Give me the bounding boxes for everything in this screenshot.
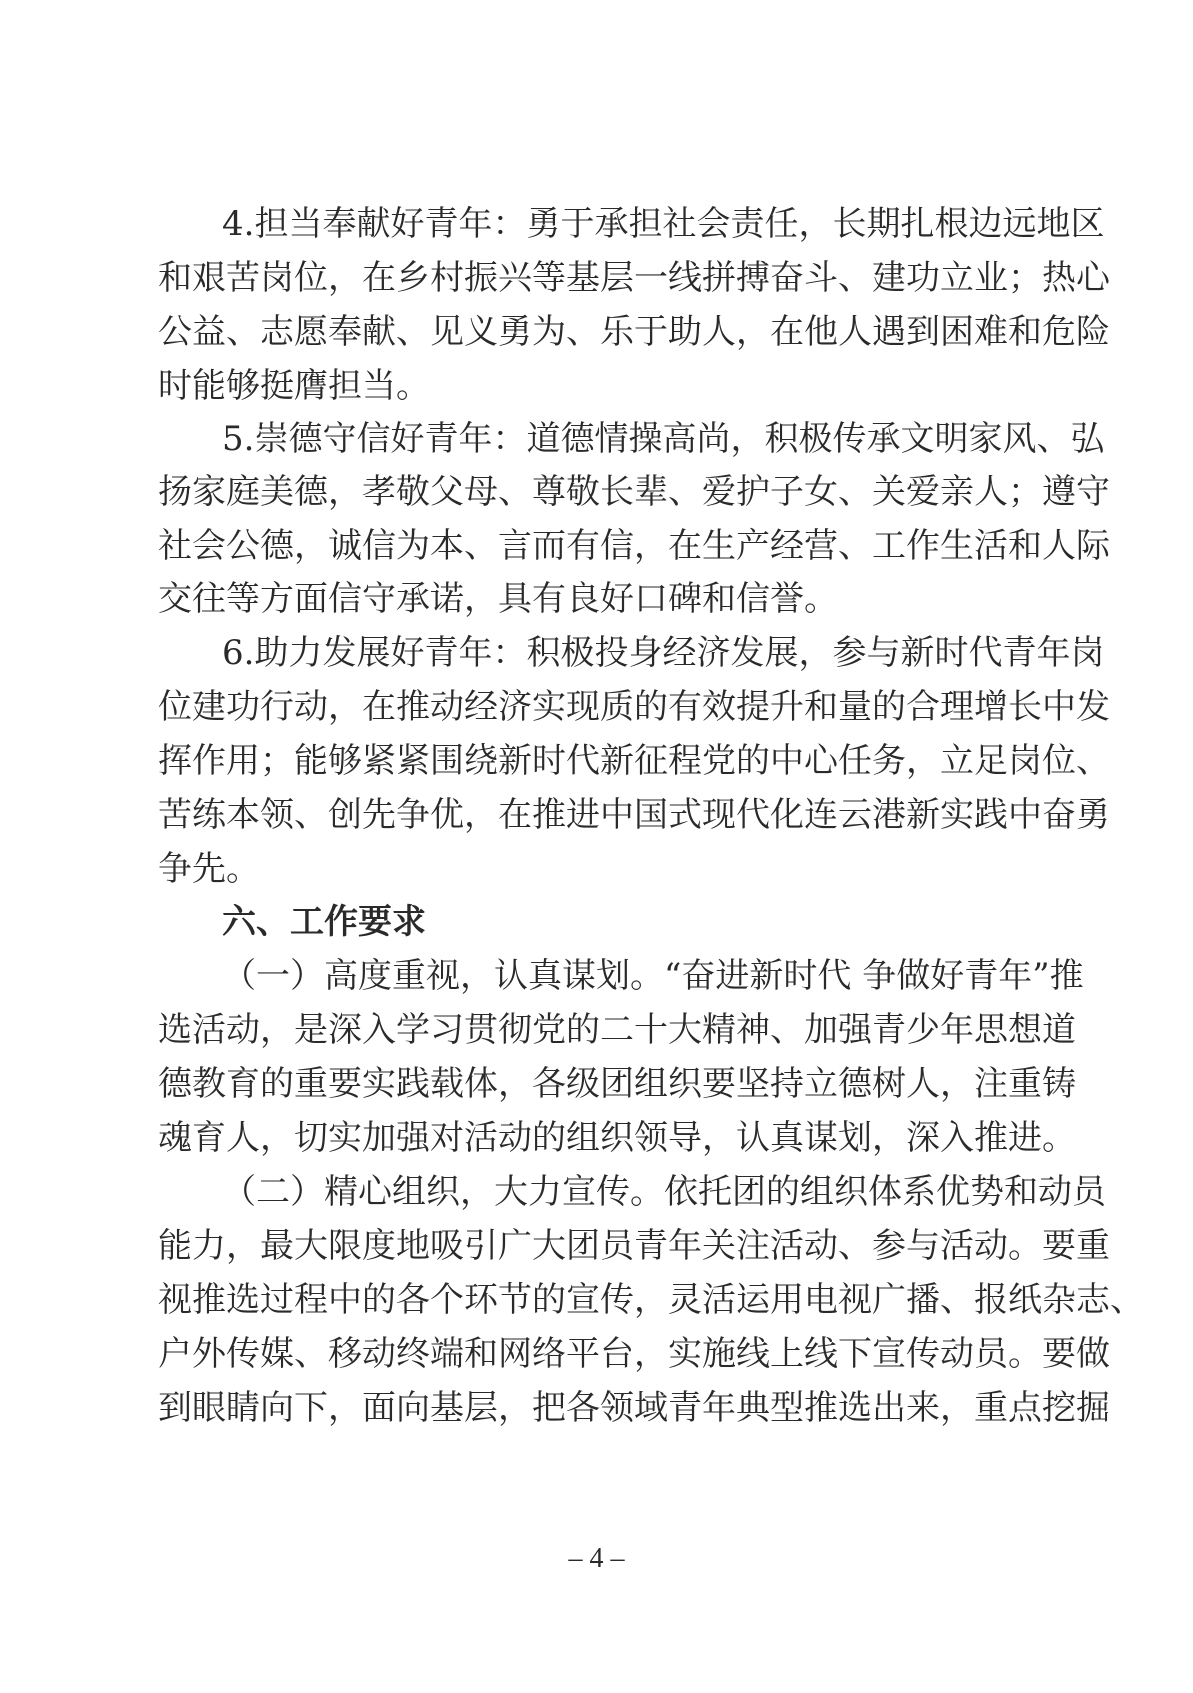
p3-line-3: 挥作用；能够紧紧围绕新时代新征程党的中心任务，立足岗位、 — [158, 741, 1110, 781]
page-number: – 4 – — [568, 1543, 625, 1574]
p6-line-5: 到眼睛向下，面向基层，把各领域青年典型推选出来，重点挖掘 — [158, 1388, 1110, 1428]
p2-line-3: 社会公德，诚信为本、言而有信，在生产经营、工作生活和人际 — [158, 526, 1110, 566]
p3-line-1: 6.助力发展好青年：积极投身经济发展，参与新时代青年岗 — [222, 633, 1105, 673]
p6-line-2: 能力，最大限度地吸引广大团员青年关注活动、参与活动。要重 — [158, 1226, 1110, 1266]
p1-line-3: 公益、志愿奉献、见义勇为、乐于助人，在他人遇到困难和危险 — [158, 312, 1110, 352]
p5-line-2: 选活动，是深入学习贯彻党的二十大精神、加强青少年思想道 — [158, 1010, 1076, 1050]
p2-line-2: 扬家庭美德，孝敬父母、尊敬长辈、爱护子女、关爱亲人；遵守 — [158, 472, 1110, 512]
p1-line-2: 和艰苦岗位，在乡村振兴等基层一线拼搏奋斗、建功立业；热心 — [158, 258, 1110, 298]
p3-line-4: 苦练本领、创先争优，在推进中国式现代化连云港新实践中奋勇 — [158, 795, 1110, 835]
p6-line-4: 户外传媒、移动终端和网络平台，实施线上线下宣传动员。要做 — [158, 1334, 1110, 1374]
p5-line-1: （一）高度重视，认真谋划。“奋进新时代 争做好青年”推 — [222, 956, 1084, 996]
p3-line-2: 位建功行动，在推动经济实现质的有效提升和量的合理增长中发 — [158, 687, 1110, 727]
p1-line-4: 时能够挺膺担当。 — [158, 366, 430, 406]
p2-line-1: 5.崇德守信好青年：道德情操高尚，积极传承文明家风、弘 — [222, 419, 1105, 459]
p2-line-4: 交往等方面信守承诺，具有良好口碑和信誉。 — [158, 579, 838, 619]
section-heading: 六、工作要求 — [222, 902, 426, 942]
p6-line-1: （二）精心组织，大力宣传。依托团的组织体系优势和动员 — [222, 1172, 1106, 1212]
p5-line-4: 魂育人，切实加强对活动的组织领导，认真谋划，深入推进。 — [158, 1118, 1076, 1158]
p3-line-5: 争先。 — [158, 849, 260, 889]
p5-line-3: 德教育的重要实践载体，各级团组织要坚持立德树人，注重铸 — [158, 1064, 1076, 1104]
p1-line-1: 4.担当奉献好青年：勇于承担社会责任，长期扎根边远地区 — [222, 204, 1105, 244]
p6-line-3: 视推选过程中的各个环节的宣传，灵活运用电视广播、报纸杂志、 — [158, 1280, 1144, 1320]
